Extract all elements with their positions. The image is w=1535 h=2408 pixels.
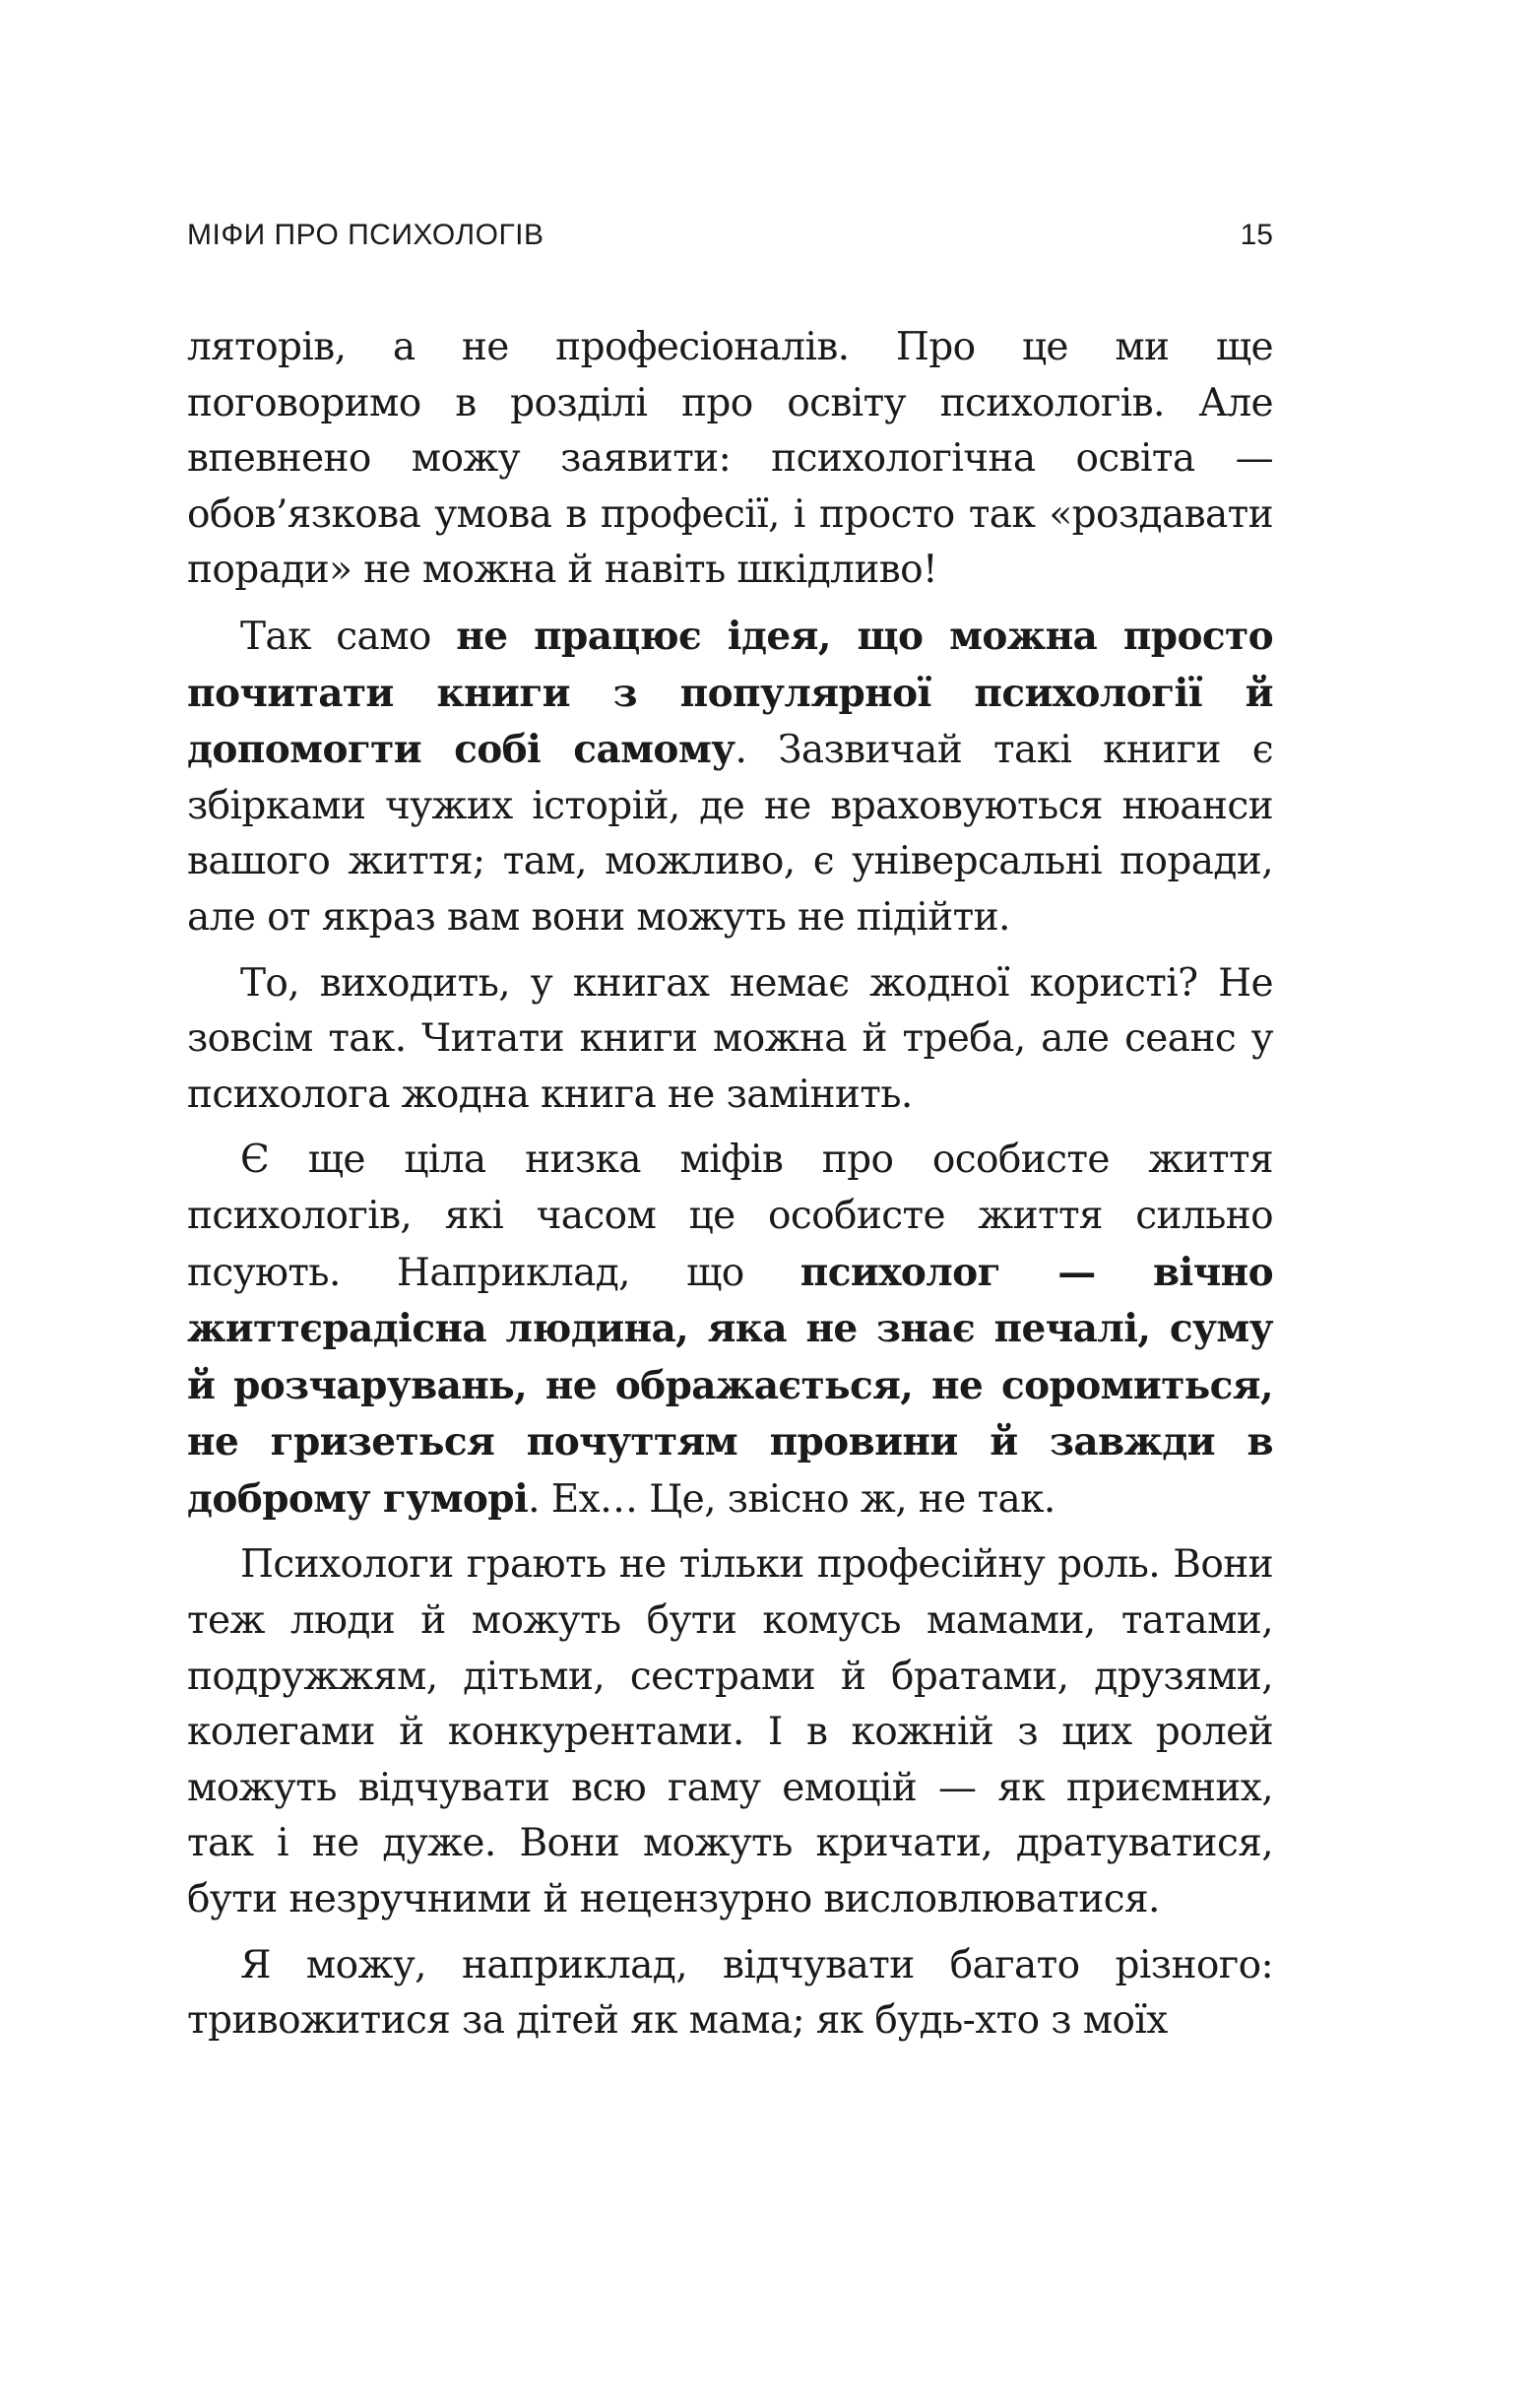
paragraph-2-lead: Так само [240, 614, 457, 659]
paragraph-1-text: ляторів, а не професіоналів. Про це ми ще поговоримо в розділі про освіту психологів. Але впевнено можу заявити: психологічна освіта — обов’язкова умова в професії, і просто так «роздавати поради» не можна й навіть шкідливо! [187, 325, 1273, 593]
paragraph-4-rest: . Ех… Це, звісно ж, не так. [528, 1476, 1055, 1522]
running-head-title: МІФИ ПРО ПСИХОЛОГІВ [187, 219, 544, 251]
paragraph-4-lead: Є ще ціла низка міфів про особисте життя психологів, які часом це особисте життя сильно псують. Наприклад, що [187, 1138, 1273, 1295]
paragraph-6-text: Я можу, наприклад, відчувати багато різного: тривожитися за дітей як мама; як будь-хто з моїх [187, 1942, 1273, 2044]
paragraph-3-text: То, виходить, у книгах немає жодної користі? Не зовсім так. Читати книги можна й треба, але сеанс у психолога жодна книга не замінить. [187, 960, 1273, 1117]
paragraph-4-bold: психолог — вічно життєрадісна людина, яка не знає печалі, суму й розчарувань, не ображається, не соромиться, не гризеться почуттям провини й завжди в доброму гуморі [187, 1249, 1273, 1522]
paragraph-5-text: Психологи грають не тільки професійну роль. Вони теж люди й можуть бути комусь мамами, татами, подружжям, дітьми, сестрами й братами, друзями, колегами й конкурентами. І в кожній з цих ролей можуть відчувати всю гаму емоцій — як приємних, так і не дуже. Вони можуть кричати, дратуватися, бути незручними й нецензурно висловлюватися. [187, 1542, 1273, 1922]
paragraph-2 [187, 609, 1273, 946]
paragraph-1 [187, 320, 1273, 599]
paragraph-3 [187, 956, 1273, 1124]
paragraph-2-bold: не працює ідея, що можна просто почитати книги з популярної психології й допомогти собі самому [187, 613, 1273, 773]
paragraph-4 [187, 1133, 1273, 1528]
paragraph-6 [187, 1938, 1273, 2050]
page-number: 15 [1240, 219, 1273, 251]
paragraph-2-rest: . Зазвичай такі книги є збірками чужих історій, де не враховуються нюанси вашого життя; там, можливо, є універсальні поради, але от якраз вам вони можуть не підійти. [187, 728, 1274, 940]
body-text [187, 320, 1273, 2050]
paragraph-5 [187, 1537, 1273, 1927]
